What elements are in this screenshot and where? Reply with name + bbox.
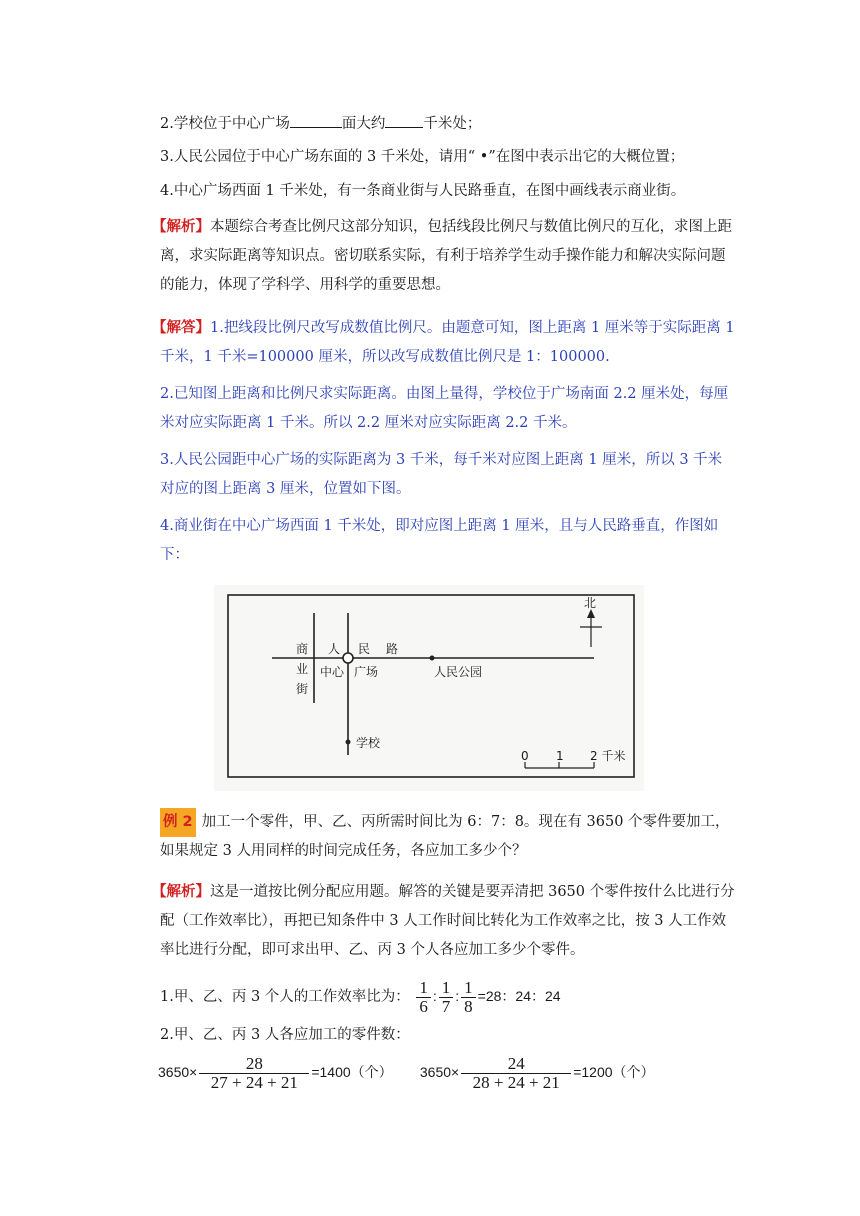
fraction-numerator: 1 [416, 979, 431, 998]
step-1-result: =28：24：24 [477, 988, 561, 1004]
label-shang: 商 [296, 642, 309, 656]
center-plaza-marker [343, 653, 353, 663]
calc-2-result: =1200（个） [573, 1064, 655, 1080]
fraction-one-eighth [461, 979, 476, 1016]
calc-2-denominator: 28 + 24 + 21 [472, 1072, 560, 1092]
step-1-label: 1.甲、乙、丙 3 个人的工作效率比为： [160, 989, 410, 1005]
fraction-numerator: 1 [461, 979, 476, 998]
example-2-text: 加工一个零件，甲、乙、丙所需时间比为 6：7：8。现在有 3650 个零件要加工，如果规定 3 人用同样的时间完成任务，各应加工多少个？ [160, 814, 730, 859]
scale-label-0: 0 [521, 749, 529, 763]
ratio-separator: : [432, 988, 437, 1004]
fraction-denominator: 8 [464, 996, 473, 1016]
answer-1-text: 1.把线段比例尺改写成数值比例尺。由题意可知，图上距离 1 厘米等于实际距离 1 千米，1 千米=100000 厘米，所以改写成数值比例尺是 1：100000. [160, 320, 735, 365]
question-3: 3.人民公园位于中心广场东面的 3 千米处，请用“ •”在图中表示出它的大概位置； [160, 149, 685, 165]
label-school: 学校 [356, 736, 381, 750]
school-marker [346, 740, 351, 745]
example-2 [160, 808, 735, 866]
scale-label-1: 1 [556, 749, 564, 763]
label-ren: 人 [328, 642, 341, 656]
analysis-paragraph-1 [152, 212, 735, 300]
label-lu: 路 [386, 642, 399, 656]
answer-paragraph-3: 3.人民公园距中心广场的实际距离为 3 千米，每千米对应图上距离 1 厘米，所以 3 千米对应的图上距离 3 厘米，位置如下图。 [160, 452, 723, 497]
scale-label-2: 2 千米 [590, 749, 626, 763]
calc-1-base: 3650× [158, 1064, 198, 1080]
q2-text-start: 2.学校位于中心广场 [160, 116, 290, 132]
ratio-separator: : [455, 988, 460, 1004]
analysis-2-tag: 【解析】 [152, 883, 210, 900]
map-figure [214, 585, 644, 791]
calc-1-fraction [199, 1055, 309, 1092]
analysis-paragraph-2 [152, 877, 735, 965]
answer-paragraph-1 [152, 313, 735, 372]
answer-blank-direction[interactable] [290, 112, 342, 128]
answer-tag: 【解答】 [152, 319, 210, 336]
fraction-one-seventh [439, 979, 454, 1016]
calc-2-fraction [461, 1055, 571, 1092]
label-plaza: 广场 [354, 665, 379, 679]
question-2 [160, 112, 730, 135]
fraction-denominator: 6 [419, 996, 428, 1016]
label-center: 中心 [320, 665, 345, 679]
step-2: 2.甲、乙、丙 3 人各应加工的零件数： [160, 1027, 410, 1043]
step-1 [160, 976, 730, 1017]
answer-blank-distance[interactable] [385, 112, 423, 128]
analysis-2-text: 这是一道按比例分配应用题。解答的关键是要弄清把 3650 个零件按什么比进行分配（工作效率比），再把已知条件中 3 人工作时间比转化为工作效率之比，按 3 人工作效率比进行分配，即可求出甲、乙、丙 3 个人各应加工多少个零件。 [160, 884, 735, 958]
example-badge: 例 2 [160, 808, 196, 837]
question-4: 4.中心广场西面 1 千米处，有一条商业街与人民路垂直，在图中画线表示商业街。 [160, 183, 686, 199]
label-jie: 街 [296, 682, 309, 696]
calculation-line [158, 1052, 728, 1093]
calc-1-numerator: 28 [199, 1055, 309, 1074]
figure-background [214, 585, 644, 791]
analysis-text: 本题综合考查比例尺这部分知识，包括线段比例尺与数值比例尺的互化，求图上距离，求实际距离等知识点。密切联系实际，有利于培养学生动手操作能力和解决实际问题的能力，体现了学科学、用科学的重要思想。 [160, 219, 732, 293]
answer-paragraph-2: 2.已知图上距离和比例尺求实际距离。由图上量得，学校位于广场南面 2.2 厘米处，每厘米对应实际距离 1 千米。所以 2.2 厘米对应实际距离 2.2 千米。 [160, 386, 729, 431]
answer-paragraph-4: 4.商业街在中心广场西面 1 千米处，即对应图上距离 1 厘米，且与人民路垂直，作图如下： [160, 518, 719, 563]
analysis-tag: 【解析】 [152, 218, 210, 235]
label-ye: 业 [296, 662, 309, 676]
north-label: 北 [584, 596, 597, 610]
label-min: 民 [358, 642, 371, 656]
fraction-numerator: 1 [439, 979, 454, 998]
calc-2-base: 3650× [419, 1064, 460, 1080]
q2-text-end: 千米处； [423, 116, 482, 132]
park-marker [430, 656, 435, 661]
calc-2-numerator: 24 [461, 1055, 571, 1074]
label-park: 人民公园 [434, 665, 483, 679]
q2-text-mid: 面大约 [341, 116, 386, 132]
calc-1-denominator: 27 + 24 + 21 [210, 1072, 298, 1092]
calc-1-result: =1400（个） [311, 1064, 393, 1080]
fraction-one-sixth [416, 979, 431, 1016]
fraction-denominator: 7 [441, 996, 451, 1016]
